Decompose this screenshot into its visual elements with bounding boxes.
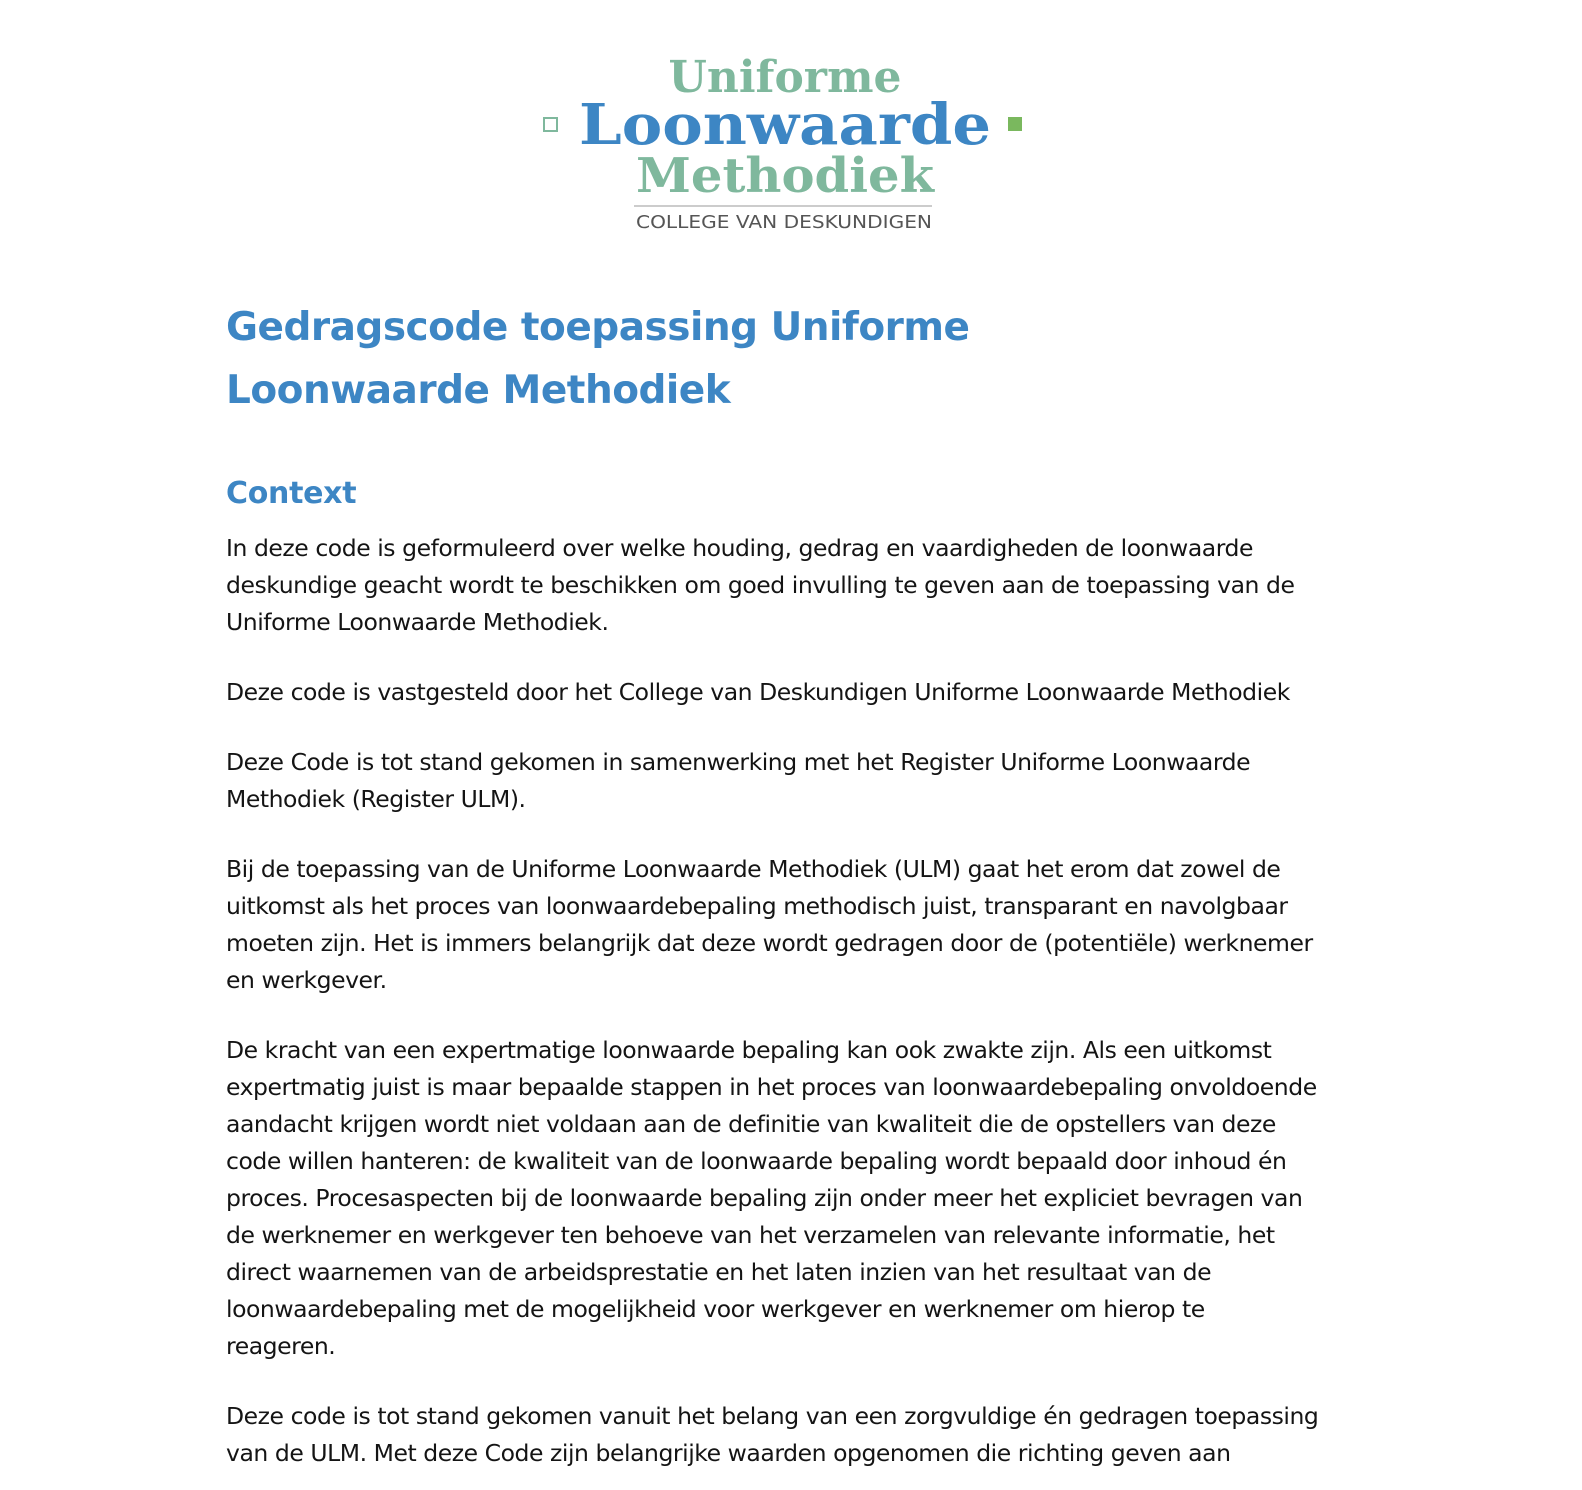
paragraph: Deze code is tot stand gekomen vanuit het belang van een zorgvuldige én gedragen toepassing van de ULM. Met deze Code zijn belangrijke waarden opgenomen die richting geven aan	[226, 1402, 1319, 1467]
section-heading-context: Context	[226, 476, 357, 511]
paragraph: Deze Code is tot stand gekomen in samenwerking met het Register Uniforme Loonwaarde Methodiek (Register ULM).	[226, 748, 1251, 813]
logo-square-filled	[1008, 117, 1022, 131]
document-title: Gedragscode toepassing Uniforme Loonwaarde Methodiek	[226, 305, 970, 413]
logo-graphic	[540, 48, 1040, 238]
document-body	[226, 296, 1366, 1472]
paragraph: Deze code is vastgesteld door het College van Deskundigen Uniforme Loonwaarde Methodiek	[226, 678, 1290, 706]
paragraph: In deze code is geformuleerd over welke houding, gedrag en vaardigheden de loonwaarde deskundige geacht wordt te beschikken om goed invulling te geven aan de toepassing van de Uniforme Loonwaarde Methodiek.	[226, 534, 1295, 636]
logo-line-2: Loonwaarde	[579, 92, 991, 158]
paragraph: Bij de toepassing van de Uniforme Loonwaarde Methodiek (ULM) gaat het erom dat zowel de uitkomst als het proces van loonwaardebepaling methodisch juist, transparant en navolgbaar moeten zijn. Het is immers belangrijk dat deze wordt gedragen door de (potentiële) werknemer en werkgever.	[226, 855, 1313, 994]
logo-line-3: Methodiek	[636, 148, 936, 204]
logo-line-1: Uniforme	[668, 52, 902, 103]
paragraph: De kracht van een expertmatige loonwaarde bepaling kan ook zwakte zijn. Als een uitkomst expertmatig juist is maar bepaalde stappen in het proces van loonwaardebepaling onvoldoende aandacht krijgen wordt niet voldaan aan de definitie van kwaliteit die de opstellers van deze code willen hanteren: de kwaliteit van de loonwaarde bepaling wordt bepaald door inhoud én proces. Procesaspecten bij de loonwaarde bepaling zijn onder meer het expliciet bevragen van de werknemer en werkgever ten behoeve van het verzamelen van relevante informatie, het direct waarnemen van de arbeidsprestatie en het laten inzien van het resultaat van de loonwaardebepaling met de mogelijkheid voor werkgever en werknemer om hierop te reageren.	[226, 1036, 1317, 1360]
logo-square-outline	[544, 118, 557, 131]
logo	[540, 48, 1040, 238]
logo-subtitle: COLLEGE VAN DESKUNDIGEN	[636, 212, 932, 233]
